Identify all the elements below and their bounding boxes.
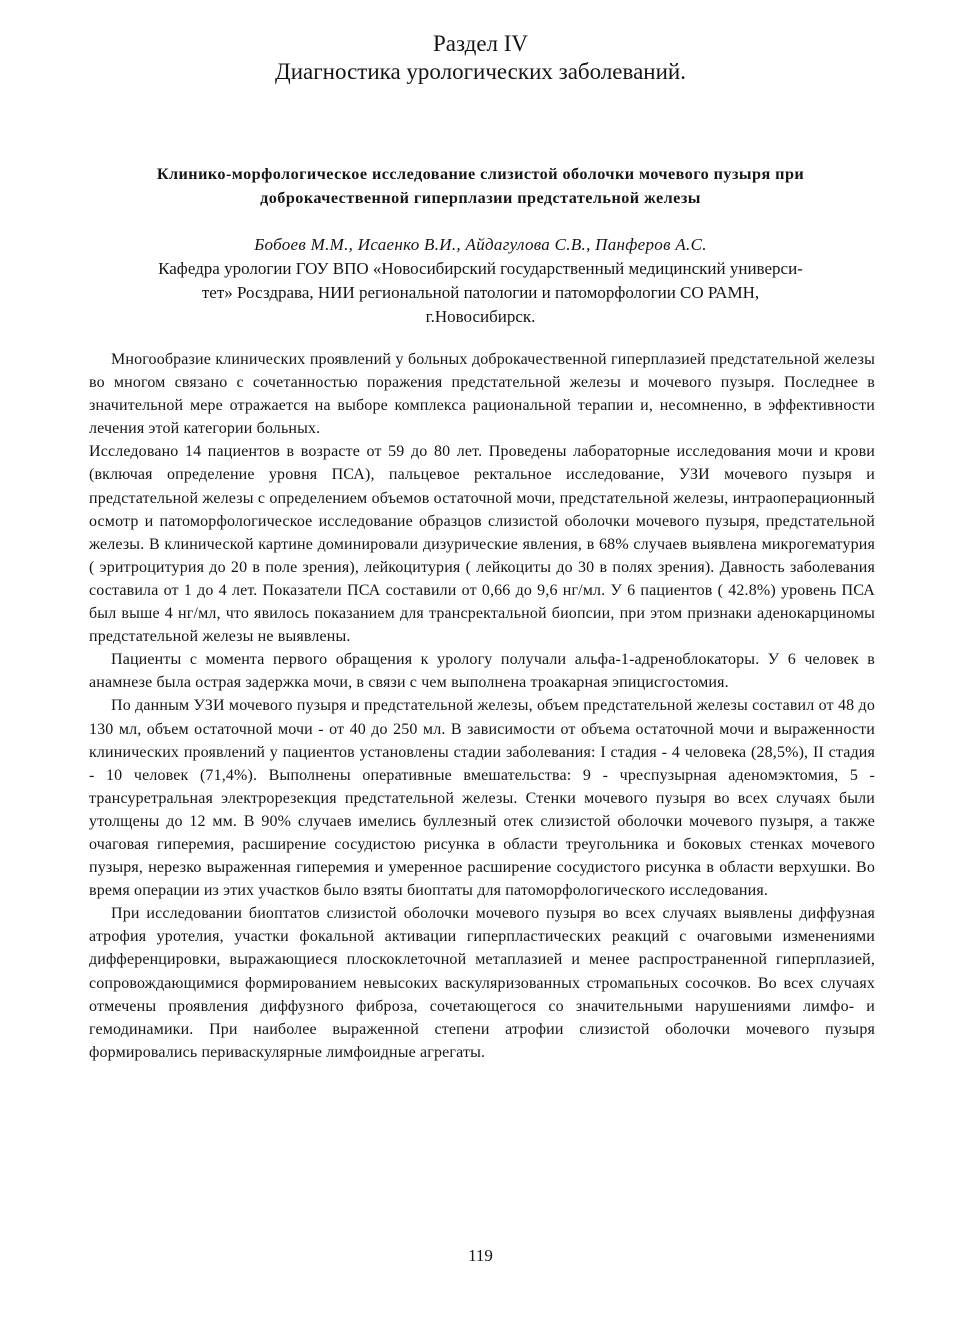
article-body xyxy=(89,348,875,1064)
affiliation xyxy=(86,257,875,329)
affiliation-line: Кафедра урологии ГОУ ВПО «Новосибирский государственный медицинский универси- xyxy=(158,259,803,278)
section-title: Диагностика урологических заболеваний. xyxy=(275,59,686,84)
authors-line: Бобоев М.М., Исаенко В.И., Айдагулова С.В., Панферов А.С. xyxy=(254,235,707,254)
body-paragraph: При исследовании биоптатов слизистой оболочки мочевого пузыря во всех случаях выявлены диффузная атрофия уротелия, участки фокальной активации гиперпластических реакций с очаговыми изменениями дифференцировки, выражающиеся плоскоклеточной метаплазией и менее распространенной гиперплазией, сопровождающимися формированием невысоких васкуляризованных стромапьных сосочков. Во всех случаях отмечены проявления диффузного фиброза, сочетающегося со значительными нарушениями лимфо- и гемодинамики. При наиболее выраженной степени атрофии слизистой оболочки мочевого пузыря формировались периваскулярные лимфоидные агрегаты. xyxy=(89,905,875,1061)
section-heading xyxy=(0,30,961,86)
section-number: Раздел IV xyxy=(432,31,529,56)
body-paragraph: Исследовано 14 пациентов в возрасте от 59 до 80 лет. Проведены лабораторные исследования мочи и крови (включая определение уровня ПСА), пальцевое ректальное исследование, УЗИ мочевого пузыря и предстательной железы с определением объемов остаточной мочи, предстательной железы, интраоперационный осмотр и патоморфологическое исследование образцов слизистой оболочки мочевого пузыря, предстательной железы. В клинической картине доминировали дизурические явления, в 68% случаев выявлена микрогематурия ( эритроцитурия до 20 в поле зрения), лейкоцитурия ( лейкоциты до 30 в полях зрения). Давность заболевания составила от 1 до 4 лет. Показатели ПСА составили от 0,66 до 9,6 нг/мл. У 6 пациентов ( 42.8%) уровень ПСА был выше 4 нг/мл, что явилось показанием для трансректальной биопсии, при этом признаки аденокарциномы предстательной железы не выявлены. xyxy=(89,443,875,646)
body-paragraph: Многообразие клинических проявлений у больных доброкачественной гиперплазией предстательной железы во многом связано с сочетанностью поражения предстательной железы и мочевого пузыря. Последнее в значительной мере отражается на выборе комплекса рациональной терапии и, несомненно, в эффективности лечения этой категории больных. xyxy=(89,351,875,438)
body-paragraph: По данным УЗИ мочевого пузыря и предстательной железы, объем предстательной железы составил от 48 до 130 мл, объем остаточной мочи - от 40 до 250 мл. В зависимости от объема остаточной мочи и выраженности клинических проявлений у пациентов установлены стадии заболевания: I стадия - 4 человека (28,5%), II стадия - 10 человек (71,4%). Выполнены оперативные вмешательства: 9 - чреспузырная аденомэктомия, 5 - трансуретральная электрорезекция предстательной железы. Стенки мочевого пузыря во всех случаях были утолщены до 12 мм. В 90% случаев имелись буллезный отек слизистой оболочки мочевого пузыря, а также очаговая гиперемия, расширение сосудистою рисунка в области треугольника и боковых стенках мочевого пузыря, нерезко выраженная гиперемия и умеренное расширение сосудистого рисунка в области верхушки. Во время операции из этих участков было взяты биоптаты для патоморфологического исследования. xyxy=(89,697,875,900)
affiliation-line: г.Новосибирск. xyxy=(425,307,536,326)
body-paragraph: Пациенты с момента первого обращения к урологу получали альфа-1-адреноблокаторы. У 6 человек в анамнезе была острая задержка мочи, в связи с чем выполнена троакарная эпицисгостомия. xyxy=(89,651,875,692)
page-number: 119 xyxy=(468,1246,493,1265)
article-title: Клинико-морфологическое исследование слизистой оболочки мочевого пузыря при доброкачественной гиперплазии предстательной железы xyxy=(156,165,805,207)
affiliation-line: тет» Росздрава, НИИ региональной патологии и патоморфологии СО РАМН, xyxy=(201,283,760,302)
